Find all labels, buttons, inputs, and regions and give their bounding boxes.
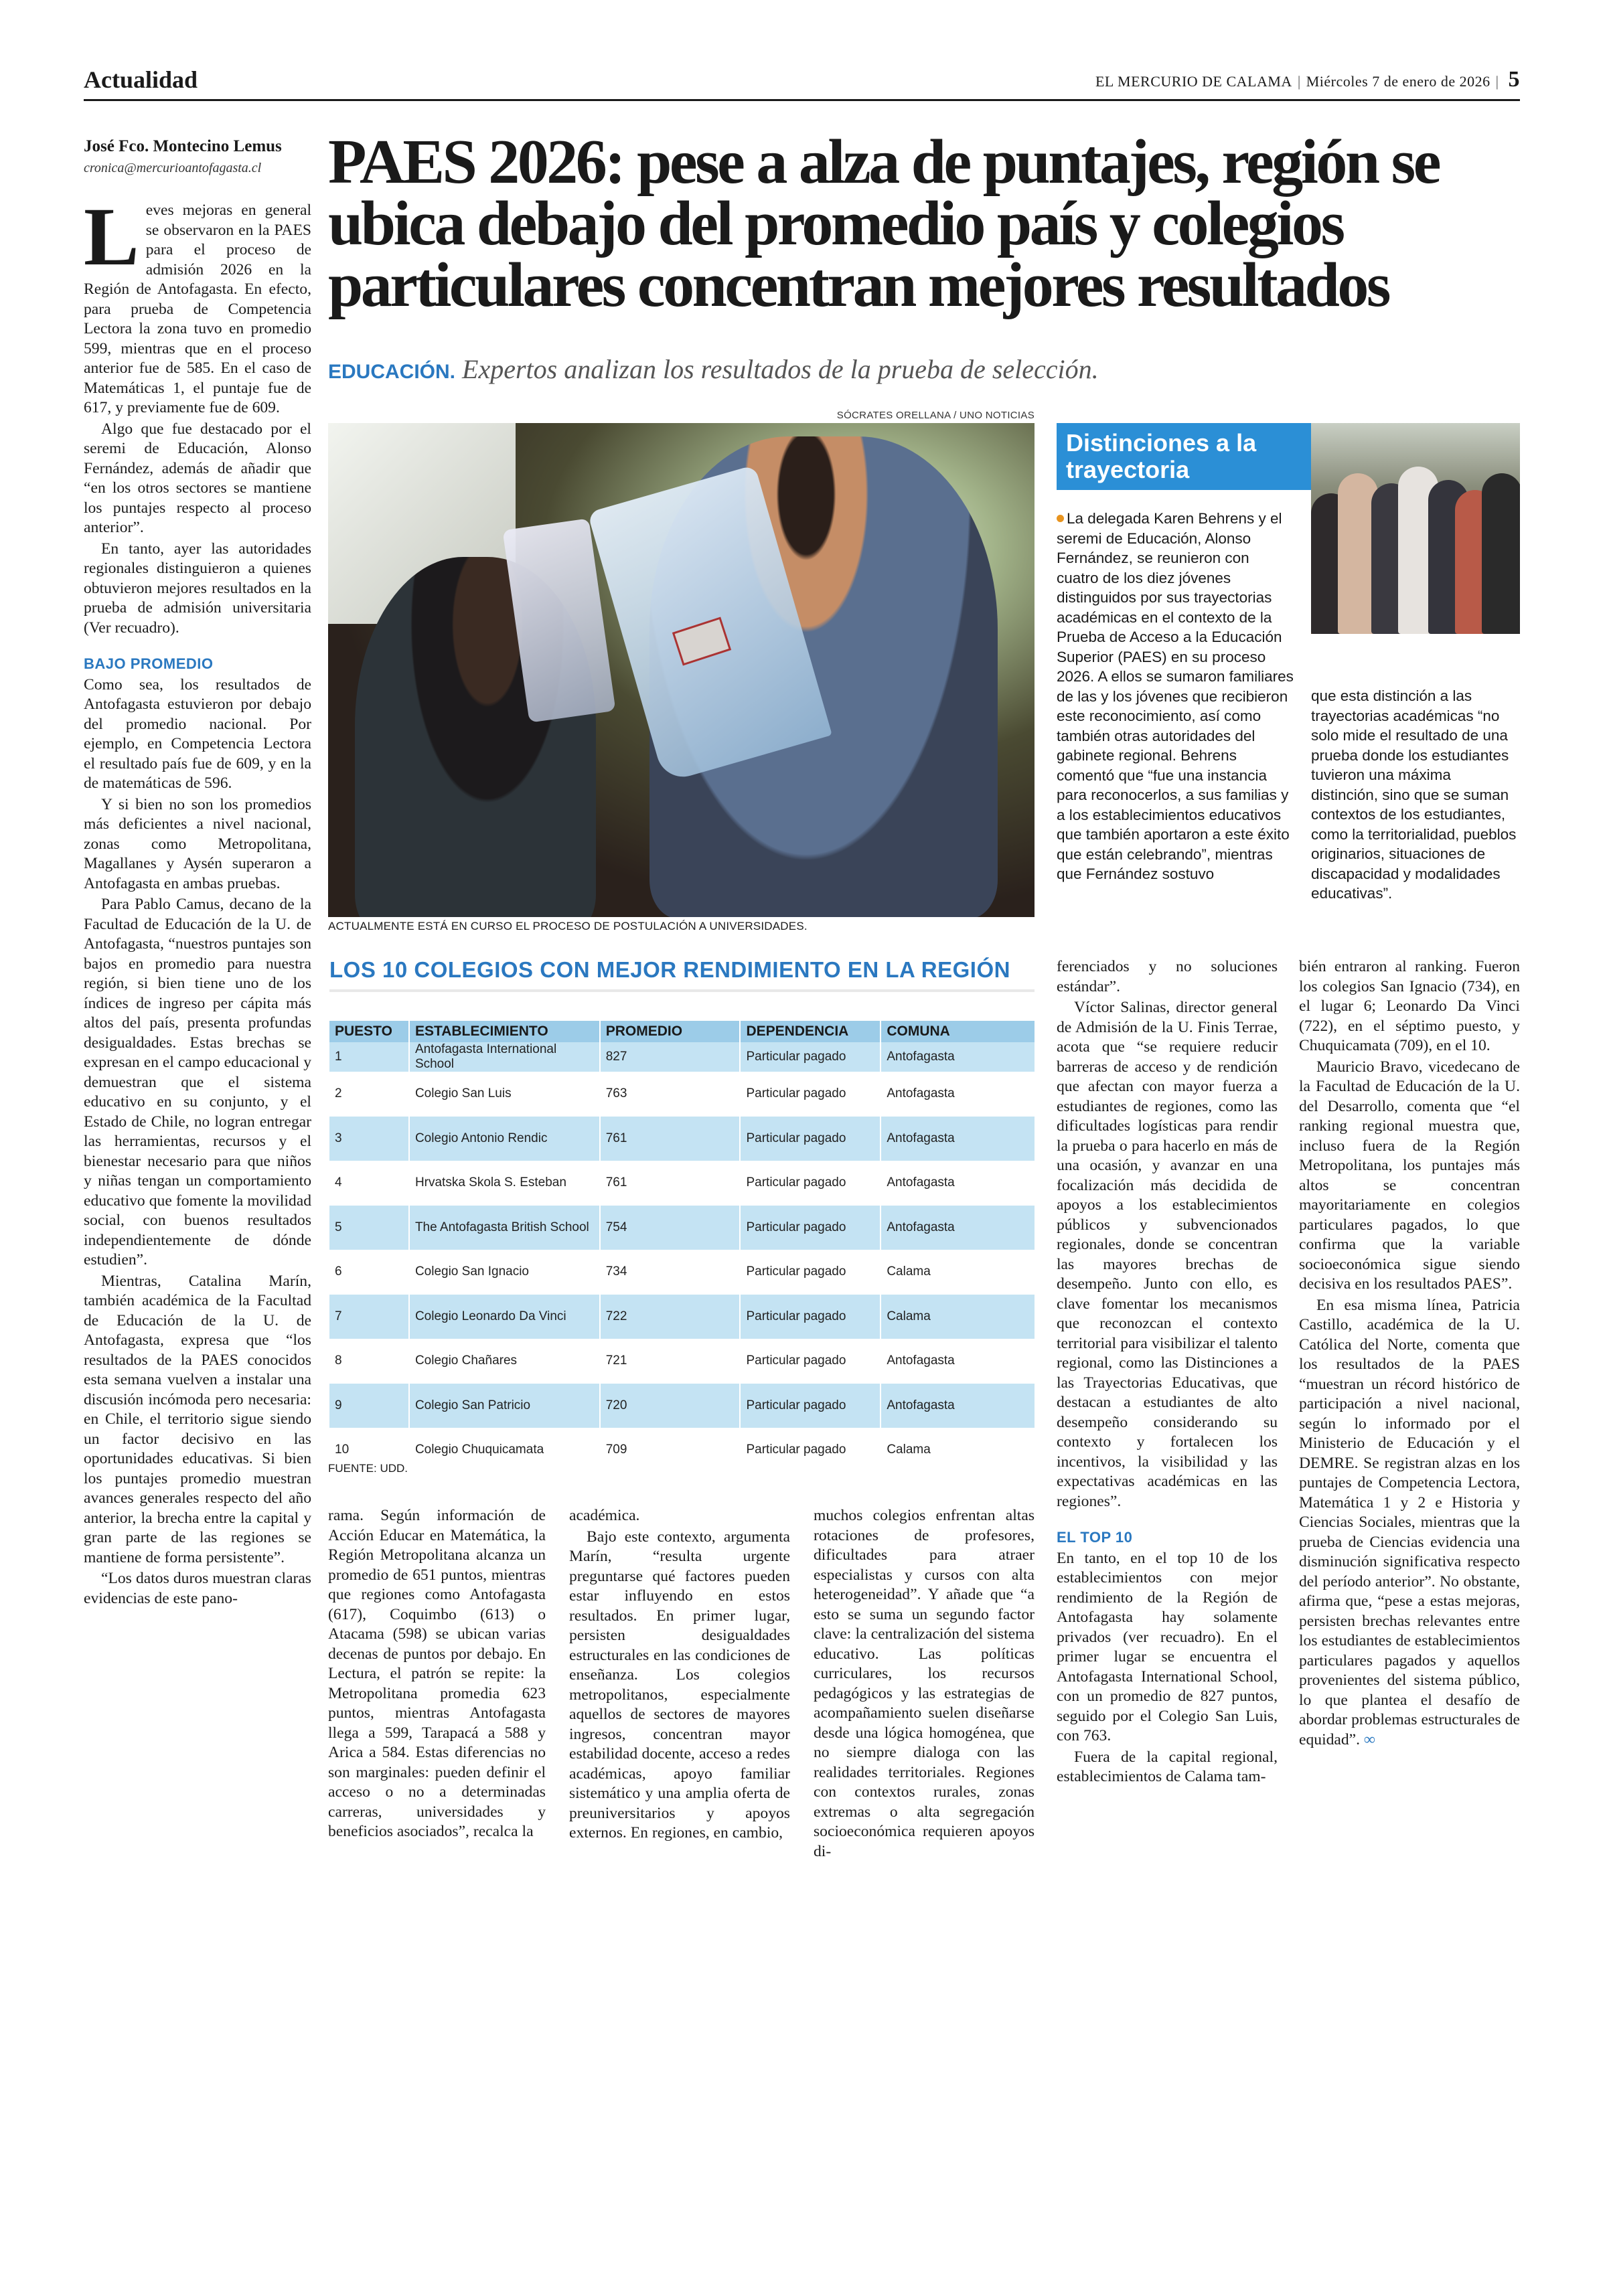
table-cell-promedio: 720 (600, 1384, 741, 1428)
article-column-6 (1299, 957, 1520, 1751)
table-cell-dependencia: Particular pagado (740, 1042, 881, 1072)
masthead: EL MERCURIO DE CALAMA | Miércoles 7 de enero de 2026 | 5 (1095, 67, 1520, 92)
body-paragraph: académica. (569, 1507, 640, 1524)
table-cell-dependencia: Particular pagado (740, 1428, 881, 1473)
photo-credit: SÓCRATES ORELLANA / UNO NOTICIAS (836, 410, 1035, 421)
table-cell-promedio: 827 (600, 1042, 741, 1072)
body-paragraph: En esa misma línea, Patricia Castillo, académica de la U. Católica del Norte, comenta que los resultados de la PAES “muestran un récord histórico de participación a nivel nacional, según lo informado por el Ministerio de Educación y el DEMRE. Se registran alzas en los puntajes de Competencia Lectora, Matemática 1 y 2 e Historia y Ciencias Sociales, mientras que la prueba de Ciencias evidencia una disminución significativa respecto del período anterior”. No obstante, afirma que, “pese a estas mejoras, persisten brechas relevantes entre los estudiantes de establecimientos particulares pagados y aquellos provenientes del sistema público, lo que plantea el desafío de abordar problemas estructurales de equidad”. ∞ (1299, 1296, 1520, 1748)
table-cell-establecimiento: Colegio San Ignacio (409, 1250, 600, 1295)
end-mark: ∞ (1363, 1730, 1375, 1748)
column-header: COMUNA (881, 1021, 1035, 1042)
column-header: ESTABLECIMIENTO (409, 1021, 600, 1042)
subhead: EL TOP 10 (1057, 1529, 1133, 1546)
body-paragraph: Para Pablo Camus, decano de la Facultad de Educación de la U. de Antofagasta, “nuestros puntajes son bajos en promedio para nuestra región, si bien tiene uno de los índices de ingreso per cápita más altos del país, presenta profundas desigualdades. Estas brechas se expresan en el campo educacional y demuestran que el sistema educativo en su conjunto, y el Estado de Chile, no logran entregar las herramientas, recursos y el bienestar necesario para que niños y niñas tengan un comportamiento educativo que fomente la movilidad social, con buenos resultados independientemente de dónde estudien”. (84, 896, 311, 1268)
table-cell-establecimiento: Colegio Chañares (409, 1339, 600, 1384)
kicker (328, 353, 1520, 385)
table-cell-comuna: Antofagasta (881, 1117, 1035, 1161)
table-cell-comuna: Antofagasta (881, 1206, 1035, 1250)
table-cell-comuna: Antofagasta (881, 1072, 1035, 1117)
drop-cap: L (84, 191, 139, 282)
table-cell-promedio: 754 (600, 1206, 741, 1250)
body-paragraph: Algo que fue destacado por el seremi de Educación, Alonso Fernández, además de añadir que “en los otros sectores se mantiene los puntajes respecto al proceso anterior”. (84, 420, 311, 536)
body-paragraph: Leves mejoras en general se observaron en la PAES para el proceso de admisión 2026 en la Región de Antofagasta. En efecto, para prueba de Competencia Lectora la zona tuvo en promedio 599, mientras que en el proceso anterior fue de 585. En el caso de Matemáticas 1, el puntaje fue de 617, y previamente fue de 609. (84, 191, 311, 416)
table-cell-comuna: Calama (881, 1428, 1035, 1473)
table-cell-puesto: 10 (329, 1428, 409, 1473)
sidebar-paragraph: La delegada Karen Behrens y el seremi de Educación, Alonso Fernández, se reunieron con cuatro de los diez jóvenes distinguidos por sus trayectorias académicas en el contexto de la Prueba de Acceso a la Educación Superior (PAES) en su proceso 2026. A ellos se sumaron familiares de las y los jóvenes que recibieron este reconocimiento, así como también otras autoridades del gabinete regional. Behrens comentó que “fue una instancia para reconocerlos, a sus familias y a los establecimientos educativos que también aportaron a este éxito que están celebrando”, mientras que Fernández sostuvo (1057, 510, 1294, 882)
sidebar-paragraph: que esta distinción a las trayectorias académicas “no solo mide el resultado de una prueba donde los estudiantes tuvieron una máxima distinción, sino que se suman contextos de los estudiantes, como la territorialidad, pueblos originarios, situaciones de discapacidad y modalidades educativas”. (1311, 687, 1517, 902)
table-cell-dependencia: Particular pagado (740, 1339, 881, 1384)
photo-caption: ACTUALMENTE ESTÁ EN CURSO EL PROCESO DE POSTULACIÓN A UNIVERSIDADES. (328, 920, 808, 932)
table-cell-comuna: Calama (881, 1295, 1035, 1339)
table-cell-comuna: Antofagasta (881, 1339, 1035, 1384)
page-header (84, 62, 1520, 101)
table-cell-promedio: 722 (600, 1295, 741, 1339)
article-column-5 (1057, 957, 1278, 1789)
table-cell-establecimiento: The Antofagasta British School (409, 1206, 600, 1250)
table-row (329, 1384, 1035, 1428)
table-cell-promedio: 734 (600, 1250, 741, 1295)
table-cell-puesto: 4 (329, 1161, 409, 1206)
table-cell-promedio: 709 (600, 1428, 741, 1473)
table-cell-puesto: 6 (329, 1250, 409, 1295)
kicker-deck: Expertos analizan los resultados de la prueba de selección. (462, 354, 1099, 384)
table-cell-comuna: Calama (881, 1250, 1035, 1295)
table-cell-comuna: Antofagasta (881, 1161, 1035, 1206)
publication-date: Miércoles 7 de enero de 2026 (1306, 73, 1490, 90)
article-column-3 (569, 1506, 790, 1845)
main-photo (328, 423, 1035, 917)
table-row (329, 1295, 1035, 1339)
column-header: DEPENDENCIA (740, 1021, 881, 1042)
table-cell-establecimiento: Colegio San Luis (409, 1072, 600, 1117)
table-title: LOS 10 COLEGIOS CON MEJOR RENDIMIENTO EN LA REGIÓN (329, 957, 1035, 992)
body-paragraph: En tanto, en el top 10 de los establecimientos con mejor rendimiento de la Región de Antofagasta hay solamente privados (ver recuadro). En el primer lugar se encuentra el Antofagasta International School, con un promedio de 827 puntos, seguido por el Colegio San Luis, con 763. (1057, 1549, 1278, 1744)
table-row (329, 1072, 1035, 1117)
newspaper-name: EL MERCURIO DE CALAMA (1095, 73, 1292, 90)
body-paragraph: En tanto, ayer las autoridades regionales distinguieron a quienes obtuvieron mejores resultados en la prueba de admisión universitaria (Ver recuadro). (84, 540, 311, 637)
table-cell-comuna: Antofagasta (881, 1042, 1035, 1072)
table-cell-dependencia: Particular pagado (740, 1384, 881, 1428)
body-paragraph: Como sea, los resultados de Antofagasta estuvieron por debajo del promedio nacional. Por ejemplo, en Competencia Lectora el resultado país fue de 609, y en la de matemáticas de 596. (84, 675, 311, 792)
table-row (329, 1161, 1035, 1206)
bullet-icon (1057, 515, 1064, 522)
table-row (329, 1250, 1035, 1295)
table-cell-comuna: Antofagasta (881, 1384, 1035, 1428)
subhead: BAJO PROMEDIO (84, 655, 214, 672)
sidebar-title: Distinciones a la trayectoria (1057, 423, 1311, 490)
table-cell-promedio: 763 (600, 1072, 741, 1117)
article-column-4 (814, 1506, 1035, 1863)
table-cell-dependencia: Particular pagado (740, 1295, 881, 1339)
table-header-row (329, 1021, 1035, 1042)
article-column-2 (328, 1506, 546, 1843)
column-header: PUESTO (329, 1021, 409, 1042)
body-paragraph: muchos colegios enfrentan altas rotaciones de profesores, dificultades para atraer especialistas y cursos con alta heterogeneidad”. Y añade que “a esto se suma un segundo factor clave: la centralización del sistema educativo. Las políticas curriculares, los recursos pedagógicos y las estrategias de acompañamiento suelen diseñarse desde una lógica homogénea, que no siempre dialoga con las realidades territoriales. Regiones con contextos rurales, zonas extremas o alta segregación socioeconómica requieren apoyos di- (814, 1507, 1035, 1860)
page-number: 5 (1508, 67, 1520, 92)
body-paragraph: Bajo este contexto, argumenta Marín, “resulta urgente preguntarse qué factores pueden estar influyendo en estos resultados. En primer lugar, persisten desigualdades estructurales en las condiciones de enseñanza. Los colegios metropolitanos, especialmente aquellos de sectores de mayores ingresos, concentran mayor estabilidad docente, acceso a redes académicas, apoyo familiar sistemático y una amplia oferta de preuniversitarios y apoyos externos. En regiones, en cambio, (569, 1528, 790, 1841)
table-row (329, 1428, 1035, 1473)
body-paragraph: “Los datos duros muestran claras evidencias de este pano- (84, 1570, 311, 1607)
sidebar-group-photo (1311, 423, 1520, 634)
table-cell-puesto: 7 (329, 1295, 409, 1339)
byline-email: cronica@mercurioantofagasta.cl (84, 161, 262, 175)
table-cell-establecimiento: Colegio Leonardo Da Vinci (409, 1295, 600, 1339)
table-cell-dependencia: Particular pagado (740, 1161, 881, 1206)
table-cell-establecimiento: Colegio Antonio Rendic (409, 1117, 600, 1161)
table-cell-puesto: 5 (329, 1206, 409, 1250)
table-cell-dependencia: Particular pagado (740, 1072, 881, 1117)
table-cell-dependencia: Particular pagado (740, 1117, 881, 1161)
body-paragraph: Mientras, Catalina Marín, también académica de la Facultad de Educación de la U. de Antofagasta, expresa que “los resultados de la PAES conocidos esta semana vuelven a instalar una discusión incómoda pero necesaria: en Chile, el territorio sigue siendo un factor decisivo en las oportunidades educativas. Si bien los puntajes promedio muestran avances generales respecto del año anterior, la brecha entre la capital y gran parte de las regiones se mantiene de forma persistente”. (84, 1272, 311, 1566)
table-cell-promedio: 761 (600, 1117, 741, 1161)
table-cell-promedio: 721 (600, 1339, 741, 1384)
column-header: PROMEDIO (600, 1021, 741, 1042)
body-paragraph: Víctor Salinas, director general de Admisión de la U. Finis Terrae, acota que “se requiere reducir barreras de acceso y de rendición que afectan con mayor fuerza a estudiantes de regiones, como las dificultades logísticas para rendir la prueba o para hacerlo en más de una ocasión, y avanzar en una focalización más decidida de apoyos a los establecimientos públicos y subvencionados regionales, donde se concentran las mayores brechas de desempeño. Junto con ello, es clave fomentar los mecanismos que reconozcan el contexto territorial para visibilizar el talento regional, como las Distinciones a las Trayectorias Educativas, que destacan a estudiantes de alto desempeño considerando su contexto y fortalecen los incentivos, la visibilidad y las expectativas académicas en las regiones”. (1057, 999, 1278, 1510)
table-cell-puesto: 2 (329, 1072, 409, 1117)
table-cell-establecimiento: Colegio San Patricio (409, 1384, 600, 1428)
section-label: Actualidad (84, 66, 198, 93)
sidebar-column-2 (1311, 686, 1520, 904)
body-paragraph: Mauricio Bravo, vicedecano de la Facultad de Educación de la U. del Desarrollo, comenta que “el ranking regional muestra que, incluso fuera de la Región Metropolitana, los puntajes más altos se concentran mayoritariamente en colegios particulares pagados, lo que confirma que la variable socioeconómica sigue siendo decisiva en los resultados PAES”. (1299, 1058, 1520, 1293)
body-paragraph: Fuera de la capital regional, establecimientos de Calama tam- (1057, 1748, 1278, 1785)
table-cell-puesto: 3 (329, 1117, 409, 1161)
ranking-table (328, 1021, 1035, 1473)
body-paragraph: Y si bien no son los promedios más deficientes a nivel nacional, zonas como Metropolitana, Magallanes y Aysén superaron a Antofagasta en ambas pruebas. (84, 795, 311, 892)
table-cell-establecimiento: Colegio Chuquicamata (409, 1428, 600, 1473)
table-cell-dependencia: Particular pagado (740, 1206, 881, 1250)
body-paragraph: bién entraron al ranking. Fueron los colegios San Ignacio (734), en el lugar 6; Leonardo Da Vinci (722), en el séptimo puesto, y Chuquicamata (709), en el 10. (1299, 958, 1520, 1054)
table-row (329, 1339, 1035, 1384)
table-row (329, 1117, 1035, 1161)
table-cell-puesto: 8 (329, 1339, 409, 1384)
sidebar-column-1 (1057, 509, 1294, 884)
kicker-tag: EDUCACIÓN. (328, 361, 456, 383)
byline-author: José Fco. Montecino Lemus (84, 137, 282, 155)
table-source: FUENTE: UDD. (328, 1462, 408, 1475)
body-paragraph: ferenciados y no soluciones estándar”. (1057, 958, 1278, 995)
headline: PAES 2026: pese a alza de puntajes, región se ubica debajo del promedio país y colegios particulares concentran mejores resultados (328, 127, 1439, 320)
table-cell-promedio: 761 (600, 1161, 741, 1206)
table-cell-puesto: 9 (329, 1384, 409, 1428)
table-row (329, 1042, 1035, 1072)
article-column-1 (84, 191, 311, 1610)
table-cell-establecimiento: Hrvatska Skola S. Esteban (409, 1161, 600, 1206)
table-row (329, 1206, 1035, 1250)
table-cell-puesto: 1 (329, 1042, 409, 1072)
table-cell-dependencia: Particular pagado (740, 1250, 881, 1295)
body-paragraph: rama. Según información de Acción Educar en Matemática, la Región Metropolitana alcanza un promedio de 651 puntos, mientras que regiones como Antofagasta (617), Coquimbo (613) o Atacama (598) se ubican varias decenas de puntos por debajo. En Lectura, el patrón se repite: la Metropolitana promedia 623 puntos, mientras Antofagasta llega a 599, Tarapacá a 588 y Arica a 584. Estas diferencias no son marginales: pueden definir el acceso o no a determinadas carreras, universidades y beneficios asociados”, recalca la (328, 1507, 546, 1840)
table-cell-establecimiento: Antofagasta International School (409, 1042, 600, 1072)
